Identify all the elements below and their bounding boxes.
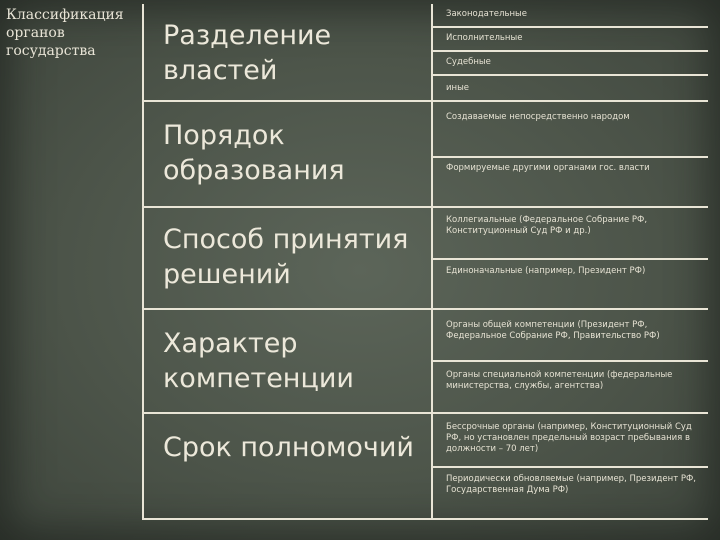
- category-competence: Характер компетенции: [163, 328, 354, 394]
- list-item: Законодательные: [446, 9, 527, 19]
- list-item: Органы специальной компетенции (федеральные министерства, службы, агентства): [446, 370, 673, 391]
- items-connector: [431, 4, 433, 518]
- list-item: Судебные: [446, 57, 491, 67]
- item-divider: [432, 360, 708, 362]
- list-item: Создаваемые непосредственно народом: [446, 112, 630, 122]
- list-item: Коллегиальные (Федеральное Собрание РФ, Конституционный Суд РФ и др.): [446, 215, 648, 236]
- category-divider: [142, 206, 708, 208]
- category-divider: [142, 100, 708, 102]
- list-item: Формируемые другими органами гос. власти: [446, 163, 650, 173]
- item-divider: [432, 466, 708, 468]
- item-divider: [432, 156, 708, 158]
- category-divider: [142, 412, 708, 414]
- category-separation-of-powers: Разделение властей: [163, 20, 332, 86]
- list-item: Исполнительные: [446, 33, 523, 43]
- root-label: Классификация органов государства: [6, 7, 124, 59]
- item-divider: [432, 258, 708, 260]
- list-item: Единоначальные (например, Президент РФ): [446, 266, 646, 276]
- list-item: иные: [446, 83, 470, 93]
- category-term: Срок полномочий: [163, 432, 414, 463]
- item-divider: [432, 50, 708, 52]
- category-divider: [142, 518, 708, 520]
- category-formation-order: Порядок образования: [163, 120, 345, 186]
- root-connector: [142, 4, 144, 518]
- list-item: Периодически обновляемые (например, Президент РФ, Государственная Дума РФ): [446, 474, 696, 495]
- item-divider: [432, 74, 708, 76]
- category-decision-method: Способ принятия решений: [163, 224, 409, 290]
- list-item: Бессрочные органы (например, Конституционный Суд РФ, но установлен предельный возраст пребывания в должности – 70 лет): [446, 422, 692, 454]
- item-divider: [432, 26, 708, 28]
- category-divider: [142, 308, 708, 310]
- list-item: Органы общей компетенции (Президент РФ, Федеральное Собрание РФ, Правительство РФ): [446, 320, 660, 341]
